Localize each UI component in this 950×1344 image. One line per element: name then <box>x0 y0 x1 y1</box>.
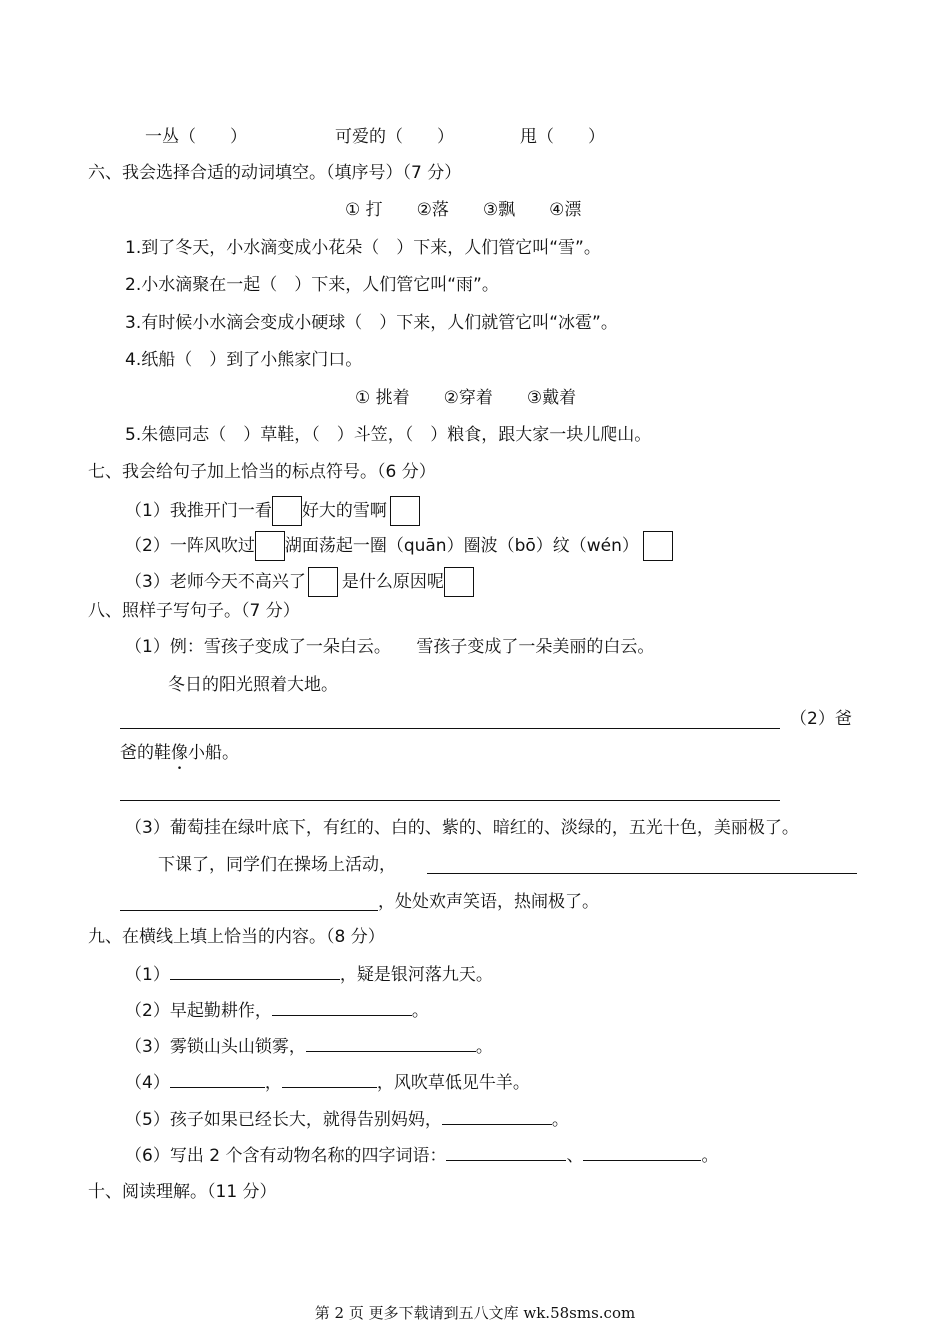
text: ， <box>264 1073 282 1093</box>
section-6-title: 六、我会选择合适的动词填空。（填序号）（7 分） <box>88 163 462 183</box>
poem-line-4 <box>125 1069 530 1095</box>
question-8-2-label: （2）爸 <box>790 709 852 729</box>
section-9-title: 九、在横线上填上恰当的内容。（8 分） <box>88 927 385 947</box>
section-7-title: 七、我会给句子加上恰当的标点符号。（6 分） <box>88 462 436 482</box>
punctuation-box[interactable] <box>308 567 338 597</box>
idiom-line <box>125 1142 718 1168</box>
section-10-title: 十、阅读理解。（11 分） <box>88 1182 277 1202</box>
question-6-5: 5.朱德同志（ ）草鞋，（ ）斗笠，（ ）粮食，跟大家一块儿爬山。 <box>125 425 652 445</box>
punctuation-line-3 <box>125 567 474 597</box>
sentence-part: 小船。 <box>188 743 239 763</box>
sentence-part: （2）一阵风吹过 <box>125 536 255 556</box>
question-8-3-prompt <box>158 853 396 877</box>
punctuation-box[interactable] <box>444 567 474 597</box>
blank[interactable] <box>442 1106 552 1125</box>
answer-line-1[interactable] <box>120 728 780 729</box>
blank[interactable] <box>170 961 340 980</box>
text: ，疑是银河落九天。 <box>339 965 493 985</box>
blank[interactable] <box>446 1142 566 1161</box>
sentence-part: 好大的雪啊 <box>301 501 387 521</box>
question-8-2-sentence <box>120 741 239 765</box>
verb-options-2: ① 挑着 ②穿着 ③戴着 <box>355 388 577 408</box>
word-item-1: 一丛（ ） <box>145 127 247 147</box>
example-sentence: （1）例：雪孩子变成了一朵白云。 雪孩子变成了一朵美丽的白云。 <box>125 637 655 657</box>
punctuation-box[interactable] <box>390 496 420 526</box>
question-6-4: 4.纸船（ ）到了小熊家门口。 <box>125 350 363 370</box>
text: （5）孩子如果已经长大，就得告别妈妈， <box>125 1110 442 1130</box>
punctuation-box[interactable] <box>255 531 285 561</box>
sentence-part: （1）我推开门一看 <box>125 501 272 521</box>
sentence-part: （3）老师今天不高兴了 <box>125 572 306 592</box>
text: （2）早起勤耕作， <box>125 1001 272 1021</box>
page-footer: 第 2 页 更多下载请到五八文库 wk.58sms.com <box>314 1304 636 1322</box>
text: ，风吹草低见牛羊。 <box>376 1073 530 1093</box>
question-8-3: （3）葡萄挂在绿叶底下，有红的、白的、紫的、暗红的、淡绿的，五光十色，美丽极了。 <box>125 818 799 838</box>
poem-line-5 <box>125 1106 569 1132</box>
verb-options-1: ① 打 ②落 ③飘 ④漂 <box>345 200 582 220</box>
emphasis-char: 像 <box>171 743 188 763</box>
label: （4） <box>125 1073 170 1093</box>
sentence-part: 是什么原因呢 <box>341 572 444 592</box>
poem-line-1 <box>125 961 493 987</box>
punctuation-box[interactable] <box>643 531 673 561</box>
blank[interactable] <box>306 1033 476 1052</box>
text: （3）雾锁山头山锁雾， <box>125 1037 306 1057</box>
text: 。 <box>701 1146 719 1166</box>
punctuation-line-1 <box>125 496 420 526</box>
blank[interactable] <box>282 1069 377 1088</box>
punctuation-line-2 <box>125 531 673 561</box>
blank[interactable] <box>583 1142 701 1161</box>
sentence-part: 湖面荡起一圈（quān）圈波（bō）纹（wén） <box>284 536 639 556</box>
answer-line-3[interactable] <box>427 873 857 874</box>
sentence-part: 爸的鞋 <box>120 743 171 763</box>
blank[interactable] <box>170 1069 265 1088</box>
answer-line-4[interactable] <box>120 910 378 911</box>
poem-line-3 <box>125 1033 493 1059</box>
blank[interactable] <box>272 997 412 1016</box>
punctuation-box[interactable] <box>272 496 302 526</box>
sentence-part: 下课了，同学们在操场上活动， <box>158 855 396 875</box>
text: （6）写出 2 个含有动物名称的四字词语： <box>125 1146 447 1166</box>
question-6-2: 2.小水滴聚在一起（ ）下来，人们管它叫“雨”。 <box>125 275 499 295</box>
text: 。 <box>551 1110 569 1130</box>
question-8-3-tail: ，处处欢声笑语，热闹极了。 <box>378 892 599 912</box>
word-item-2: 可爱的（ ） <box>335 127 454 147</box>
question-6-3: 3.有时候小水滴会变成小硬球（ ）下来，人们就管它叫“冰雹”。 <box>125 313 618 333</box>
label: （1） <box>125 965 170 985</box>
answer-line-2[interactable] <box>120 800 780 801</box>
text: 。 <box>475 1037 493 1057</box>
text: 。 <box>411 1001 429 1021</box>
section-8-title: 八、照样子写句子。（7 分） <box>88 601 300 621</box>
poem-line-2 <box>125 997 429 1023</box>
text: 、 <box>566 1146 584 1166</box>
word-item-3: 甩（ ） <box>520 127 605 147</box>
question-6-1: 1.到了冬天，小水滴变成小花朵（ ）下来，人们管它叫“雪”。 <box>125 238 601 258</box>
practice-sentence-1: 冬日的阳光照着大地。 <box>168 675 338 695</box>
